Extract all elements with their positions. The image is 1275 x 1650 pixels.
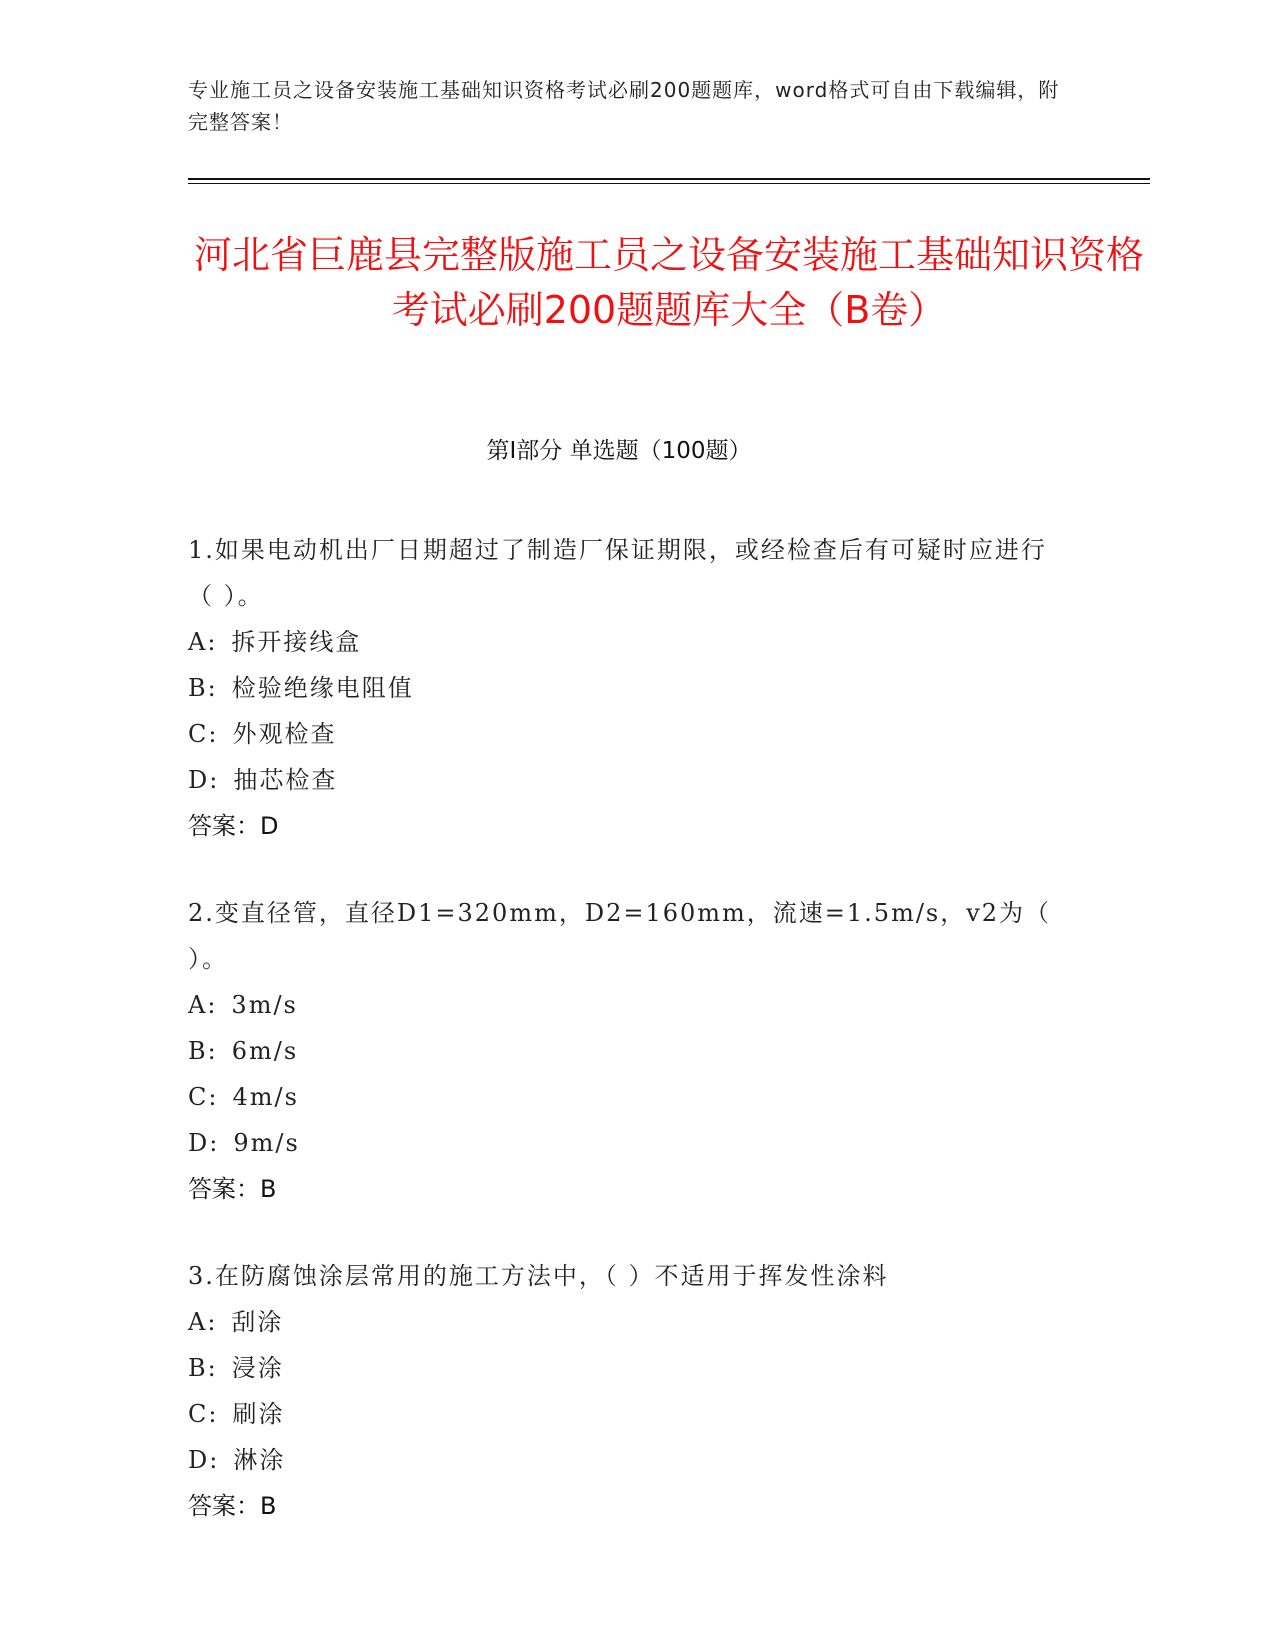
option-letter: A: <box>188 628 218 656</box>
option-d <box>188 1437 1068 1483</box>
question-2 <box>188 890 1068 1212</box>
header-note: 专业施工员之设备安装施工基础知识资格考试必刷200题题库，word格式可自由下载编辑，附完整答案！ <box>188 78 1060 134</box>
option-letter: B: <box>188 1354 218 1382</box>
answer-line: 答案：B <box>188 1175 277 1203</box>
option-text: 3m/s <box>231 991 298 1019</box>
option-letter: B: <box>188 674 218 702</box>
question-stem: 1.如果电动机出厂日期超过了制造厂保证期限，或经检查后有可疑时应进行（ ）。 <box>188 536 1047 610</box>
question-1 <box>188 527 1068 849</box>
option-letter: B: <box>188 1037 218 1065</box>
option-a <box>188 982 1068 1028</box>
option-text: 检验绝缘电阻值 <box>231 674 414 702</box>
option-text: 9m/s <box>233 1129 300 1157</box>
question-stem: 3.在防腐蚀涂层常用的施工方法中，（ ）不适用于挥发性涂料 <box>188 1262 889 1290</box>
option-text: 4m/s <box>232 1083 299 1111</box>
option-letter: D: <box>188 1129 220 1157</box>
document-title: 河北省巨鹿县完整版施工员之设备安装施工基础知识资格考试必刷200题题库大全（B卷） <box>193 233 1144 332</box>
option-text: 刮涂 <box>231 1308 284 1336</box>
option-text: 外观检查 <box>232 720 337 748</box>
option-letter: D: <box>188 1446 220 1474</box>
option-text: 6m/s <box>231 1037 299 1065</box>
option-b <box>188 1028 1068 1074</box>
question-stem: 2.变直径管，直径D1=320mm，D2=160mm，流速=1.5m/s，v2为（ ）。 <box>188 899 1052 973</box>
option-c <box>188 711 1068 757</box>
option-text: 浸涂 <box>231 1354 284 1382</box>
question-list <box>188 527 1068 1570</box>
option-text: 拆开接线盒 <box>231 628 362 656</box>
option-letter: C: <box>188 1083 219 1111</box>
option-text: 抽芯检查 <box>233 766 338 794</box>
option-letter: A: <box>188 991 218 1019</box>
option-letter: D: <box>188 766 220 794</box>
header-divider-thin <box>188 183 1150 184</box>
option-a <box>188 619 1068 665</box>
option-letter: C: <box>188 720 219 748</box>
option-text: 淋涂 <box>233 1446 286 1474</box>
option-text: 刷涂 <box>232 1400 285 1428</box>
option-c <box>188 1391 1068 1437</box>
header-divider-thick <box>188 178 1150 180</box>
answer-line: 答案：D <box>188 812 279 840</box>
option-b <box>188 665 1068 711</box>
option-b <box>188 1345 1068 1391</box>
option-a <box>188 1299 1068 1345</box>
question-3 <box>188 1253 1068 1529</box>
option-letter: C: <box>188 1400 219 1428</box>
option-letter: A: <box>188 1308 218 1336</box>
option-d <box>188 1120 1068 1166</box>
answer-line: 答案：B <box>188 1492 277 1520</box>
option-d <box>188 757 1068 803</box>
section-title: 第I部分 单选题（100题） <box>486 438 752 464</box>
option-c <box>188 1074 1068 1120</box>
